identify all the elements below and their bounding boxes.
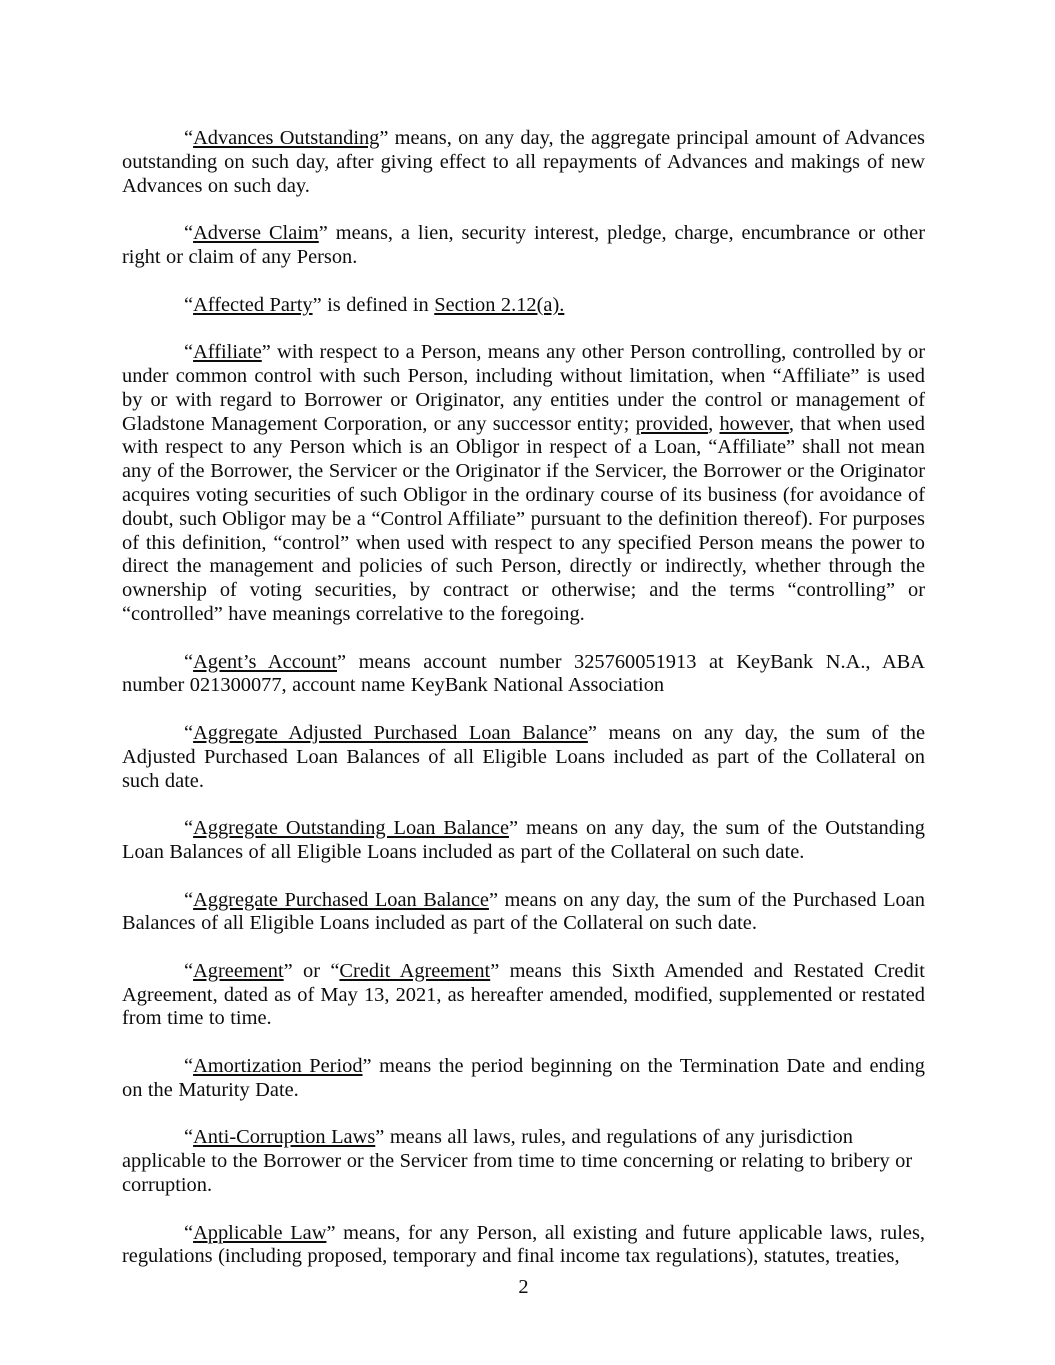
- text-run: “: [184, 650, 194, 673]
- paragraph: [122, 1222, 925, 1270]
- defined-term: Aggregate Purchased Loan Balance: [193, 888, 489, 911]
- defined-term: Agent’s Account: [193, 650, 337, 673]
- text-run: “: [184, 1126, 194, 1149]
- paragraph: [122, 222, 925, 270]
- text-run: “: [184, 888, 194, 911]
- text-run: ” is defined in: [312, 293, 435, 316]
- page-number: 2: [518, 1276, 529, 1298]
- text-run: “: [184, 341, 194, 364]
- document-body: [122, 127, 925, 1293]
- text-run: ” means the period beginning on the Termination Date and ending on the Maturity Date.: [122, 1055, 925, 1101]
- text-run: ” means, for any Person, all existing and future applicable laws, rules, regulations (including proposed, temporary and final income tax regulations), statutes, treaties,: [122, 1221, 925, 1268]
- defined-term: Affiliate: [193, 341, 262, 364]
- defined-term: provided: [635, 412, 709, 435]
- defined-term: Applicable Law: [193, 1221, 327, 1244]
- defined-term: Anti-Corruption Laws: [193, 1126, 376, 1149]
- text-run: ” means on any day, the sum of the Adjusted Purchased Loan Balances of all Eligible Loans included as part of the Collateral on such date.: [122, 721, 925, 792]
- text-run: ” with respect to a Person, means any other Person controlling, controlled by or under common control with such Person, including without limitation, when “Affiliate” is used by or with regard to Borrower or Originator, any entities under the control or management of Gladstone Management Corporation, or any successor entity;: [122, 341, 925, 435]
- defined-term: Section 2.12(a).: [434, 293, 565, 316]
- text-run: ” means, a lien, security interest, pledge, charge, encumbrance or other right or claim of any Person.: [122, 222, 925, 268]
- paragraph: [122, 889, 925, 937]
- defined-term: Aggregate Outstanding Loan Balance: [193, 817, 509, 840]
- paragraph: [122, 651, 925, 699]
- paragraph: [122, 1126, 925, 1197]
- text-run: ,: [708, 412, 720, 435]
- text-run: ” means account number 325760051913 at KeyBank N.A., ABA number 021300077, account name KeyBank National Association: [122, 650, 925, 697]
- defined-term: Advances Outstanding: [193, 127, 380, 149]
- defined-term: Adverse Claim: [193, 222, 319, 245]
- text-run: ” means all laws, rules, and regulations of any jurisdiction applicable to the Borrower or the Servicer from time to time concerning or relating to bribery or corruption.: [122, 1126, 913, 1197]
- defined-term: Agreement: [193, 959, 284, 982]
- defined-term: Amortization Period: [193, 1055, 363, 1078]
- paragraph: [122, 960, 925, 1031]
- text-run: ” or “: [283, 959, 340, 982]
- text-run: “: [184, 817, 194, 840]
- paragraph: [122, 294, 925, 318]
- paragraph: [122, 817, 925, 865]
- text-run: ” means this Sixth Amended and Restated Credit Agreement, dated as of May 13, 2021, as hereafter amended, modified, supplemented or restated from time to time.: [122, 959, 925, 1030]
- text-run: ” means on any day, the sum of the Outstanding Loan Balances of all Eligible Loans included as part of the Collateral on such date.: [122, 817, 925, 863]
- text-run: “: [184, 959, 194, 982]
- defined-term: Credit Agreement: [339, 959, 491, 982]
- paragraph: [122, 127, 925, 198]
- paragraph: [122, 341, 925, 627]
- text-run: “: [184, 293, 194, 316]
- text-run: “: [184, 1221, 194, 1244]
- paragraph: [122, 1055, 925, 1103]
- text-run: “: [184, 1055, 194, 1078]
- text-run: “: [184, 222, 194, 245]
- text-run: ” means, on any day, the aggregate principal amount of Advances outstanding on such day, after giving effect to all repayments of Advances and makings of new Advances on such day.: [122, 127, 925, 197]
- text-run: ” means on any day, the sum of the Purchased Loan Balances of all Eligible Loans included as part of the Collateral on such date.: [122, 888, 925, 935]
- text-run: , that when used with respect to any Person which is an Obligor in respect of a Loan, “Affiliate” shall not mean any of the Borrower, the Servicer or the Originator if the Servicer, the Borrower or the Originator acquires voting securities of such Obligor in the ordinary course of its business (for avoidance of doubt, such Obligor may be a “Control Affiliate” pursuant to the definition thereof). For purposes of this definition, “control” when used with respect to any specified Person means the power to direct the management and policies of such Person, directly or indirectly, whether through the ownership of voting securities, by contract or otherwise; and the terms “controlling” or “controlled” have meanings correlative to the foregoing.: [122, 412, 925, 625]
- paragraph: [122, 722, 925, 793]
- defined-term: however: [719, 412, 789, 435]
- text-run: “: [184, 721, 194, 744]
- text-run: “: [184, 127, 194, 149]
- defined-term: Affected Party: [193, 293, 313, 316]
- defined-term: Aggregate Adjusted Purchased Loan Balance: [193, 721, 588, 744]
